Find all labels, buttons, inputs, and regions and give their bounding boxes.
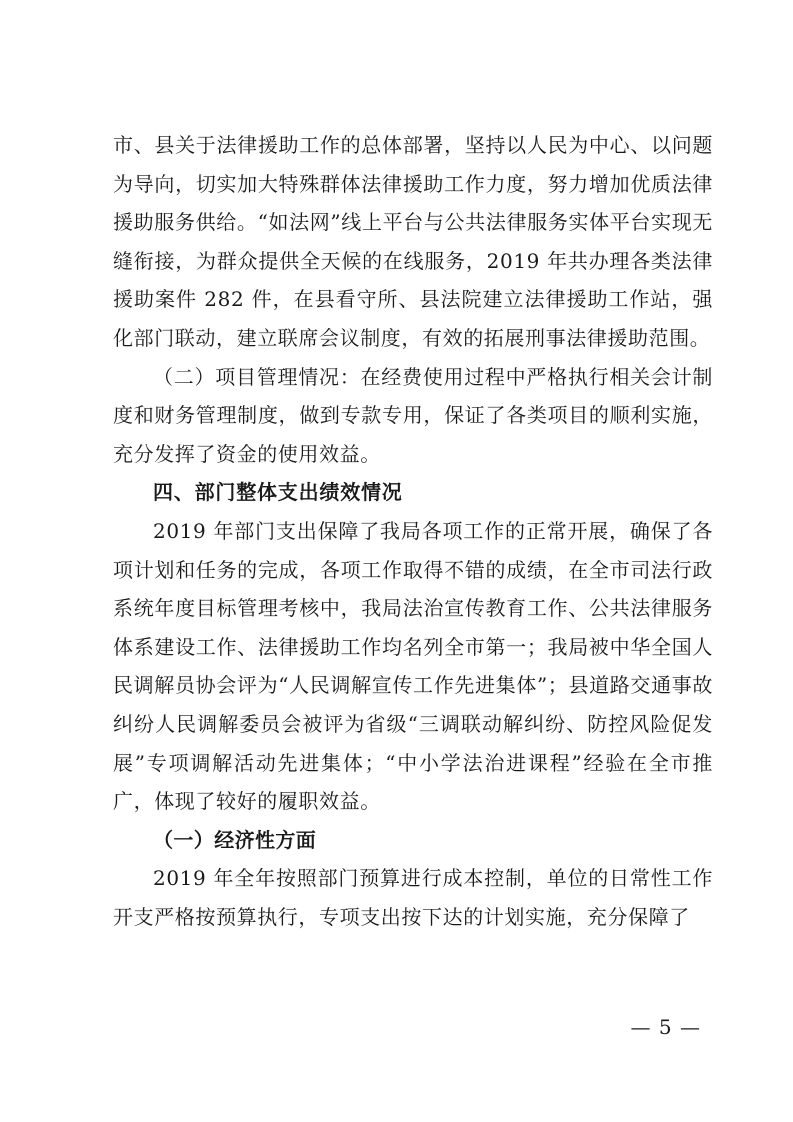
paragraph-legal-aid: 市、县关于法律援助工作的总体部署，坚持以人民为中心、以问题为导向，切实加大特殊群体法律援助工作力度，努力增加优质法律援助服务供给。“如法网”线上平台与公共法律服务实体平台实现无缝衔接，为群众提供全天候的在线服务，2019 年共办理各类法律援助案件 282 件，在县看守所、县法院建立法律援助工作站，强化部门联动，建立联席会议制度，有效的拓展刑事法律援助范围。	[113, 133, 713, 350]
document-body	[113, 126, 713, 936]
paragraph-economy: 2019 年全年按照部门预算进行成本控制，单位的日常性工作开支严格按预算执行，专项支出按下达的计划实施，充分保障了	[113, 866, 713, 929]
paragraph-project-management: （二）项目管理情况：在经费使用过程中严格执行相关会计制度和财务管理制度，做到专款专用，保证了各类项目的顺利实施，充分发挥了资金的使用效益。	[113, 364, 713, 466]
page-number: — 5 —	[630, 1015, 701, 1039]
subsection-heading-economy: （一）经济性方面	[153, 827, 317, 852]
section-heading-performance: 四、部门整体支出绩效情况	[153, 480, 403, 505]
paragraph-performance: 2019 年部门支出保障了我局各项工作的正常开展，确保了各项计划和任务的完成，各项工作取得不错的成绩，在全市司法行政系统年度目标管理考核中，我局法治宣传教育工作、公共法律服务体系建设工作、法律援助工作均名列全市第一；我局被中华全国人民调解员协会评为“人民调解宣传工作先进集体”；县道路交通事故纠纷人民调解委员会被评为省级“三调联动解纠纷、防控风险促发展”专项调解活动先进集体；“中小学法治进课程”经验在全市推广，体现了较好的履职效益。	[113, 518, 713, 814]
